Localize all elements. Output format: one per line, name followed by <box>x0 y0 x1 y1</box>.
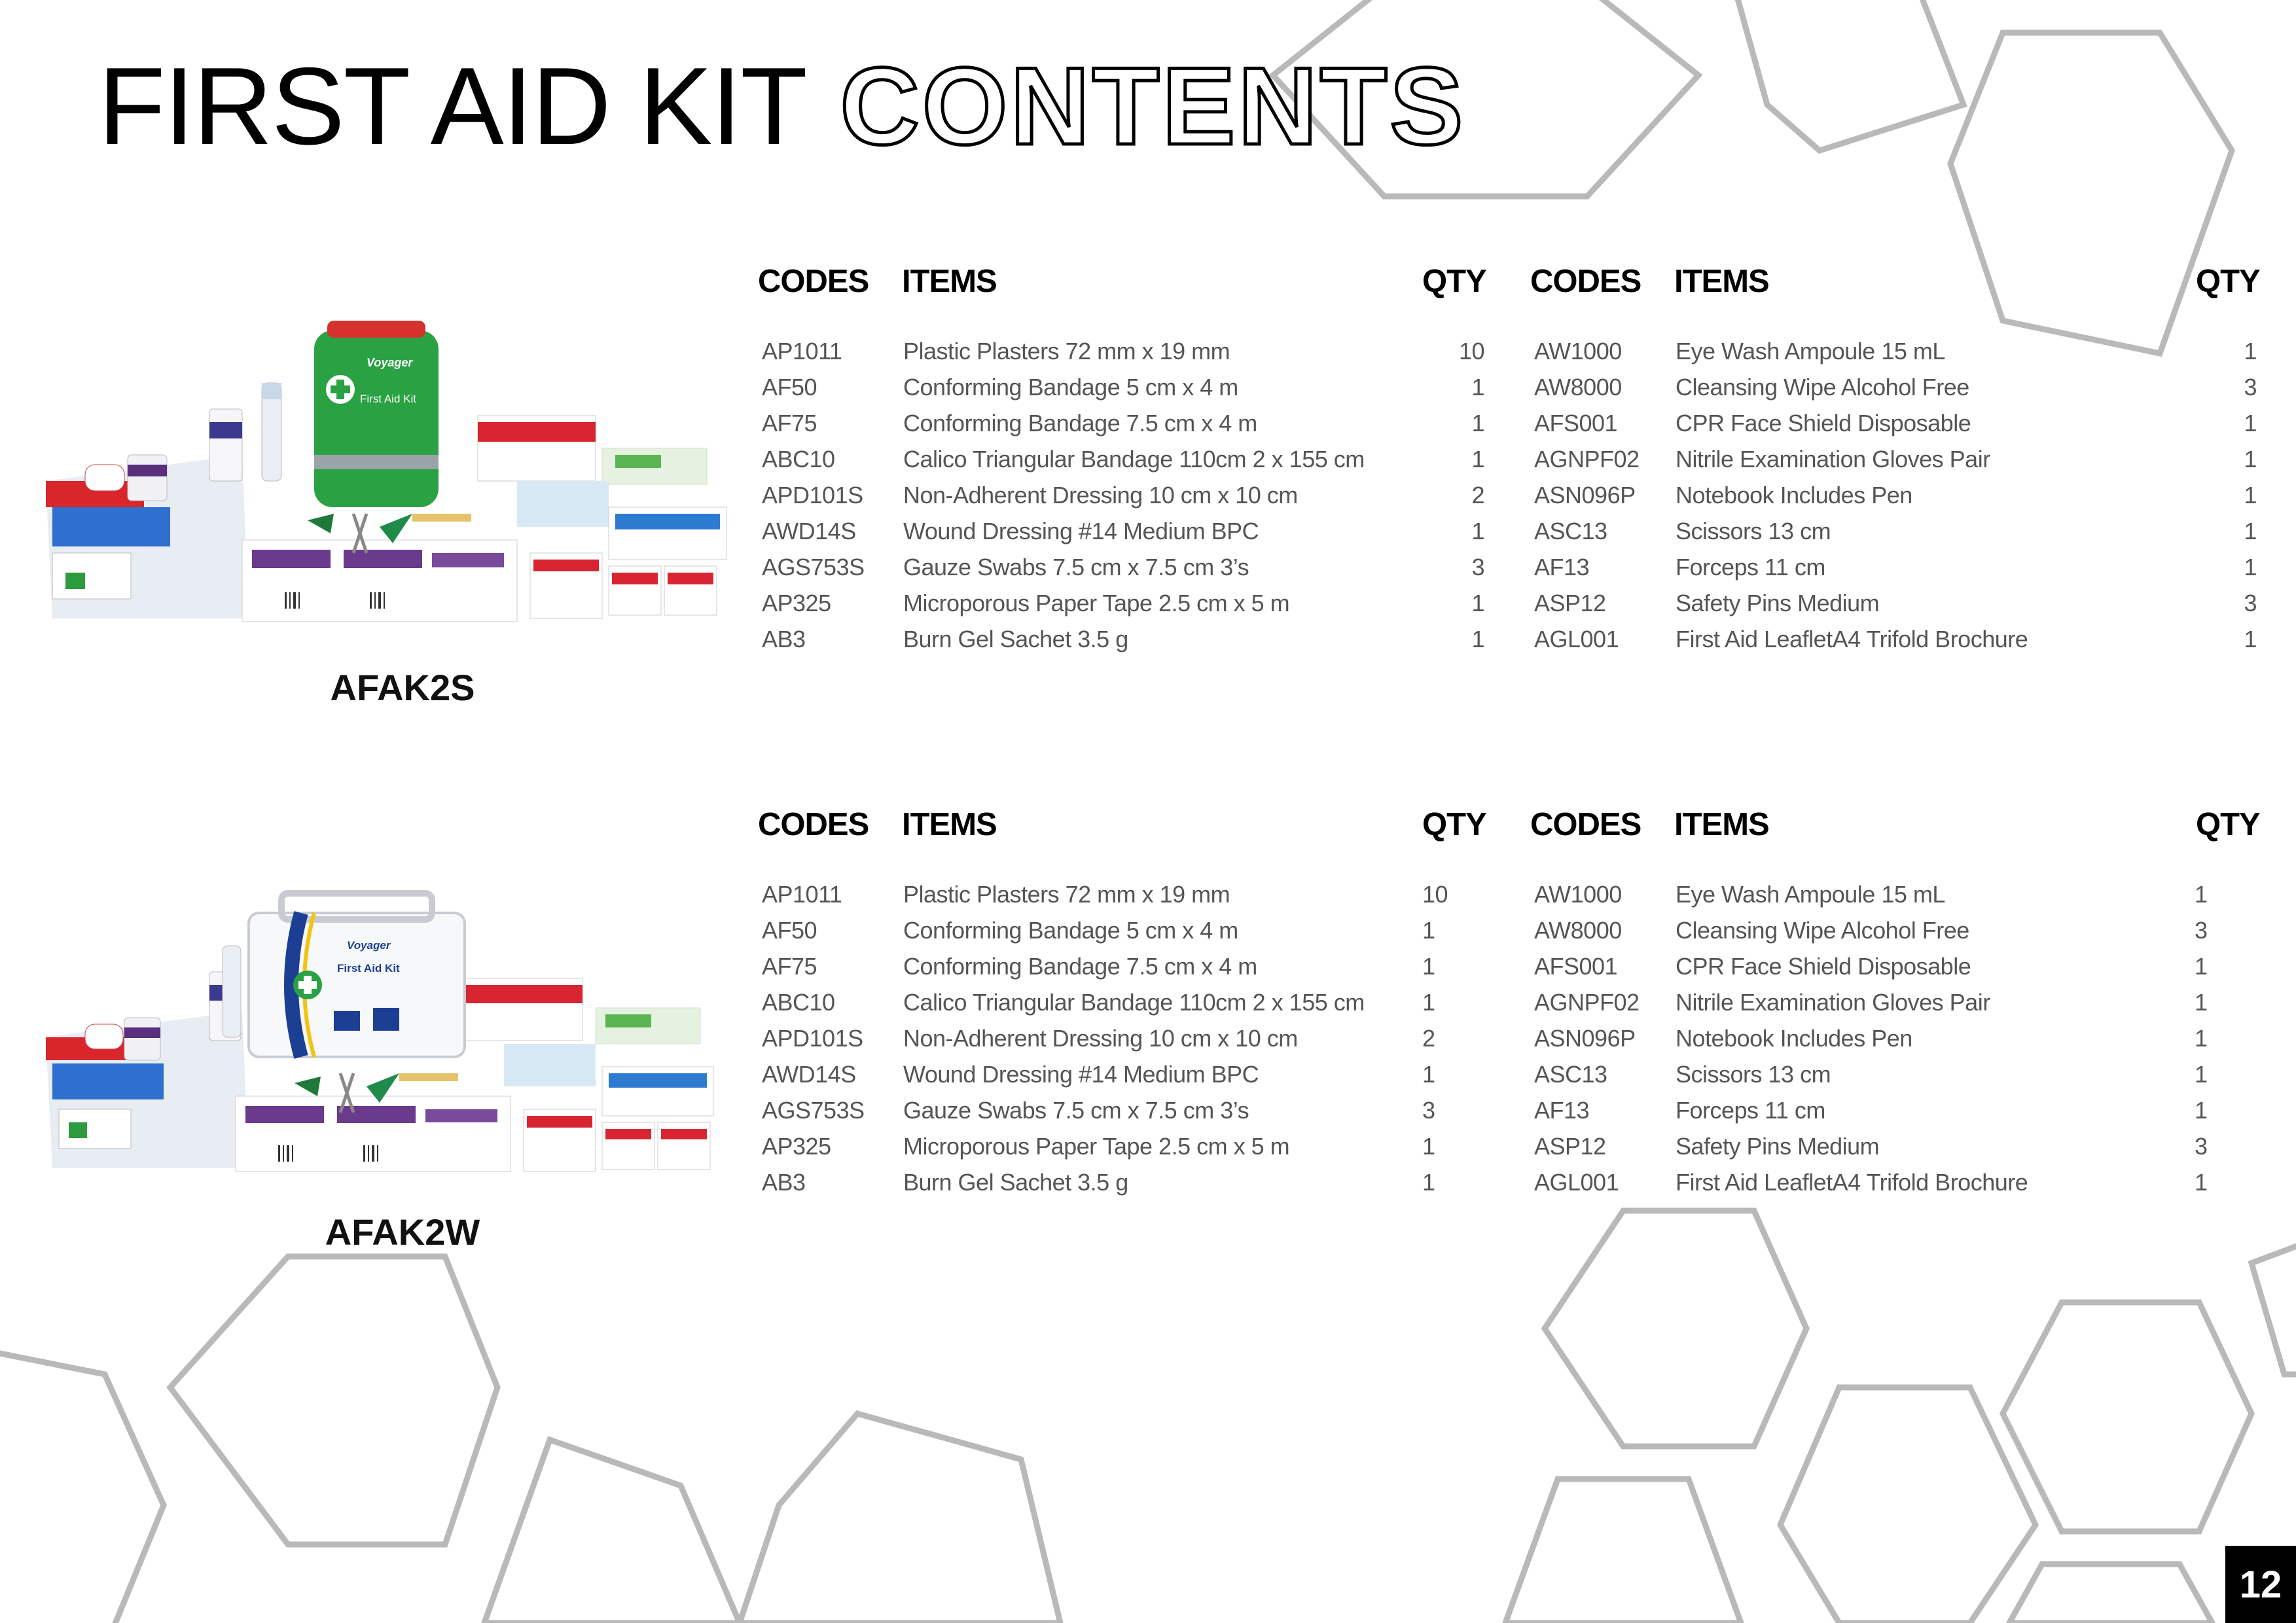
bag-brand: Voyager <box>367 356 413 369</box>
item-name: Forceps 11 cm <box>1676 554 1825 580</box>
table-row <box>758 446 1498 482</box>
table-row <box>1530 1133 2270 1169</box>
item-code: AGNPF02 <box>1534 446 1640 473</box>
item-code: AGL001 <box>1534 626 1619 652</box>
item-qty: 3 <box>1471 554 1484 580</box>
item-name: Non-Adherent Dressing 10 cm x 10 cm <box>903 482 1298 508</box>
item-name: Microporous Paper Tape 2.5 cm x 5 m <box>903 590 1290 616</box>
item-qty: 3 <box>2195 1133 2208 1160</box>
table-row <box>758 1061 1498 1097</box>
item-qty: 2 <box>1471 482 1484 508</box>
header-items: ITEMS <box>1674 264 1769 299</box>
table-row <box>1530 410 2270 446</box>
item-code: AF13 <box>1534 1097 1590 1124</box>
item-code: AGS753S <box>762 1097 865 1124</box>
item-name: Burn Gel Sachet 3.5 g <box>903 1169 1128 1196</box>
table-row <box>758 989 1498 1025</box>
table-row <box>1530 1025 2270 1061</box>
item-qty: 1 <box>2244 446 2257 473</box>
table-row <box>1530 554 2270 590</box>
header-items: ITEMS <box>1674 807 1769 842</box>
item-name: Gauze Swabs 7.5 cm x 7.5 cm 3’s <box>903 554 1249 580</box>
item-code: ASC13 <box>1534 1061 1607 1088</box>
item-code: AFS001 <box>1534 410 1618 437</box>
item-qty: 3 <box>2244 590 2257 616</box>
item-qty: 1 <box>2244 554 2257 580</box>
item-code: ASP12 <box>1534 1133 1606 1160</box>
hexagon-outline <box>740 1414 1060 1623</box>
item-qty: 1 <box>2195 881 2208 908</box>
table-row <box>1530 953 2270 989</box>
item-qty: 1 <box>2244 518 2257 544</box>
item-code: AP1011 <box>762 338 842 365</box>
table-row <box>758 917 1498 953</box>
item-qty: 1 <box>2244 626 2257 652</box>
page-title <box>98 45 1466 168</box>
table-body <box>1530 881 2270 1205</box>
item-code: APD101S <box>762 1025 863 1052</box>
item-code: ASP12 <box>1534 590 1606 616</box>
item-name: Scissors 13 cm <box>1676 518 1831 544</box>
hexagon-outline <box>1545 1211 1806 1446</box>
header-codes: CODES <box>758 264 869 299</box>
item-code: AF13 <box>1534 554 1590 580</box>
item-name: Forceps 11 cm <box>1676 1097 1825 1124</box>
item-qty: 1 <box>2195 1061 2208 1088</box>
hexagon-outline <box>2003 1302 2251 1531</box>
bag-label: First Aid Kit <box>360 393 416 405</box>
item-qty: 1 <box>1471 374 1484 401</box>
item-code: AW8000 <box>1534 374 1622 401</box>
item-name: Non-Adherent Dressing 10 cm x 10 cm <box>903 1025 1298 1052</box>
table-row <box>758 482 1498 518</box>
table-row <box>758 1169 1498 1205</box>
product-code-afak2s: AFAK2S <box>330 667 475 708</box>
item-name: First Aid LeafletA4 Trifold Brochure <box>1676 626 2028 652</box>
table-row <box>1530 1097 2270 1133</box>
item-qty: 3 <box>2195 917 2208 944</box>
table-row <box>758 881 1498 917</box>
afak2s-kit-image <box>26 317 740 625</box>
item-qty: 10 <box>1458 338 1484 365</box>
item-qty: 10 <box>1422 881 1448 908</box>
item-code: ASN096P <box>1534 482 1636 508</box>
item-name: Conforming Bandage 5 cm x 4 m <box>903 917 1238 944</box>
item-code: AWD14S <box>762 1061 856 1088</box>
hexagon-outline <box>484 1440 740 1623</box>
product-code-afak2w: AFAK2W <box>325 1211 480 1253</box>
table-row <box>1530 1169 2270 1205</box>
item-code: ASC13 <box>1534 518 1607 544</box>
table-row <box>758 410 1498 446</box>
hexagon-outline <box>2009 1564 2212 1623</box>
header-qty: QTY <box>2196 264 2260 299</box>
item-code: ASN096P <box>1534 1025 1636 1052</box>
item-name: Microporous Paper Tape 2.5 cm x 5 m <box>903 1133 1290 1160</box>
item-name: Plastic Plasters 72 mm x 19 mm <box>903 338 1230 365</box>
case-label: First Aid Kit <box>337 962 400 974</box>
item-name: Gauze Swabs 7.5 cm x 7.5 cm 3’s <box>903 1097 1249 1124</box>
item-qty: 1 <box>2195 989 2208 1016</box>
item-code: AW8000 <box>1534 917 1622 944</box>
item-qty: 3 <box>2244 374 2257 401</box>
table-header <box>1530 263 2270 315</box>
item-name: CPR Face Shield Disposable <box>1676 953 1971 980</box>
table-header <box>758 263 1498 315</box>
table-row <box>1530 338 2270 374</box>
item-name: Eye Wash Ampoule 15 mL <box>1676 338 1945 365</box>
item-name: Notebook Includes Pen <box>1676 482 1912 508</box>
item-code: AGNPF02 <box>1534 989 1640 1016</box>
item-code: AP325 <box>762 1133 831 1160</box>
item-code: AP325 <box>762 590 831 616</box>
table-row <box>758 953 1498 989</box>
item-qty: 1 <box>2244 338 2257 365</box>
table-body <box>1530 338 2270 662</box>
item-code: ABC10 <box>762 989 835 1016</box>
item-name: Cleansing Wipe Alcohol Free <box>1676 917 1969 944</box>
title-outline: CONTENTS <box>840 45 1466 168</box>
item-qty: 1 <box>1422 1133 1435 1160</box>
item-name: Cleansing Wipe Alcohol Free <box>1676 374 1969 401</box>
item-name: Conforming Bandage 7.5 cm x 4 m <box>903 953 1257 980</box>
hexagon-outline <box>1505 1479 1741 1623</box>
table-row <box>1530 590 2270 626</box>
item-name: Wound Dressing #14 Medium BPC <box>903 518 1259 544</box>
header-qty: QTY <box>2196 807 2260 842</box>
item-name: Scissors 13 cm <box>1676 1061 1831 1088</box>
item-code: AF50 <box>762 374 817 401</box>
header-codes: CODES <box>1530 264 1641 299</box>
header-codes: CODES <box>1530 807 1641 842</box>
item-qty: 1 <box>2244 482 2257 508</box>
table-row <box>758 518 1498 554</box>
item-qty: 3 <box>1422 1097 1435 1124</box>
item-qty: 1 <box>1422 1169 1435 1196</box>
item-code: AGS753S <box>762 554 865 580</box>
table-row <box>1530 881 2270 917</box>
hexagon-outline <box>0 1348 164 1623</box>
kit1-table-left <box>758 263 1498 652</box>
table-row <box>1530 989 2270 1025</box>
table-row <box>1530 917 2270 953</box>
table-row <box>1530 446 2270 482</box>
item-code: AF75 <box>762 410 817 437</box>
item-code: ABC10 <box>762 446 835 473</box>
item-code: APD101S <box>762 482 863 508</box>
table-row <box>1530 1061 2270 1097</box>
hexagon-outline <box>1734 0 1964 151</box>
item-name: Plastic Plasters 72 mm x 19 mm <box>903 881 1230 908</box>
header-items: ITEMS <box>902 264 997 299</box>
item-qty: 1 <box>2195 1169 2208 1196</box>
item-code: AF50 <box>762 917 817 944</box>
item-name: Safety Pins Medium <box>1676 590 1880 616</box>
item-qty: 1 <box>1422 917 1435 944</box>
item-name: Nitrile Examination Gloves Pair <box>1676 446 1990 473</box>
hexagon-outline <box>170 1257 497 1544</box>
item-qty: 1 <box>1471 518 1484 544</box>
case-brand: Voyager <box>347 939 391 952</box>
item-name: Conforming Bandage 7.5 cm x 4 m <box>903 410 1257 437</box>
table-row <box>758 1025 1498 1061</box>
item-name: Calico Triangular Bandage 110cm 2 x 155 cm <box>903 989 1365 1016</box>
table-row <box>758 1133 1498 1169</box>
item-name: Eye Wash Ampoule 15 mL <box>1676 881 1945 908</box>
table-body <box>758 338 1498 662</box>
item-code: AGL001 <box>1534 1169 1619 1196</box>
hexagon-outline <box>2251 1243 2296 1374</box>
header-qty: QTY <box>1422 264 1486 299</box>
item-qty: 1 <box>2195 1025 2208 1052</box>
table-row <box>758 374 1498 410</box>
table-row <box>1530 482 2270 518</box>
item-name: Burn Gel Sachet 3.5 g <box>903 626 1128 652</box>
afak2w-kit-image <box>33 887 726 1175</box>
table-row <box>1530 626 2270 662</box>
item-code: AW1000 <box>1534 338 1622 365</box>
item-qty: 1 <box>1422 1061 1435 1088</box>
table-row <box>758 1097 1498 1133</box>
hexagon-outline <box>1780 1387 2036 1623</box>
item-code: AP1011 <box>762 881 842 908</box>
item-qty: 1 <box>1471 410 1484 437</box>
header-qty: QTY <box>1422 807 1486 842</box>
table-body <box>758 881 1498 1205</box>
table-header <box>1530 806 2270 859</box>
item-qty: 1 <box>1471 590 1484 616</box>
item-name: Conforming Bandage 5 cm x 4 m <box>903 374 1238 401</box>
item-name: Notebook Includes Pen <box>1676 1025 1912 1052</box>
item-code: AW1000 <box>1534 881 1622 908</box>
table-row <box>1530 518 2270 554</box>
title-solid: FIRST AID KIT <box>98 45 804 168</box>
table-row <box>758 626 1498 662</box>
item-code: AB3 <box>762 626 806 652</box>
item-qty: 1 <box>2195 1097 2208 1124</box>
table-row <box>758 338 1498 374</box>
item-code: AF75 <box>762 953 817 980</box>
item-name: Calico Triangular Bandage 110cm 2 x 155 cm <box>903 446 1365 473</box>
item-qty: 2 <box>1422 1025 1435 1052</box>
item-qty: 1 <box>1471 626 1484 652</box>
table-row <box>1530 374 2270 410</box>
item-name: Safety Pins Medium <box>1676 1133 1880 1160</box>
item-name: Wound Dressing #14 Medium BPC <box>903 1061 1259 1088</box>
kit1-table-right <box>1530 263 2270 652</box>
item-qty: 1 <box>2244 410 2257 437</box>
item-name: CPR Face Shield Disposable <box>1676 410 1971 437</box>
item-code: AWD14S <box>762 518 856 544</box>
kit2-table-right <box>1530 806 2270 1196</box>
item-qty: 1 <box>2195 953 2208 980</box>
kit2-table-left <box>758 806 1498 1196</box>
header-items: ITEMS <box>902 807 997 842</box>
item-code: AFS001 <box>1534 953 1618 980</box>
table-header <box>758 806 1498 859</box>
item-name: First Aid LeafletA4 Trifold Brochure <box>1676 1169 2028 1196</box>
item-code: AB3 <box>762 1169 806 1196</box>
item-qty: 1 <box>1471 446 1484 473</box>
table-row <box>758 554 1498 590</box>
item-qty: 1 <box>1422 989 1435 1016</box>
item-name: Nitrile Examination Gloves Pair <box>1676 989 1990 1016</box>
page-number: 12 <box>2225 1546 2296 1623</box>
item-qty: 1 <box>1422 953 1435 980</box>
header-codes: CODES <box>758 807 869 842</box>
table-row <box>758 590 1498 626</box>
